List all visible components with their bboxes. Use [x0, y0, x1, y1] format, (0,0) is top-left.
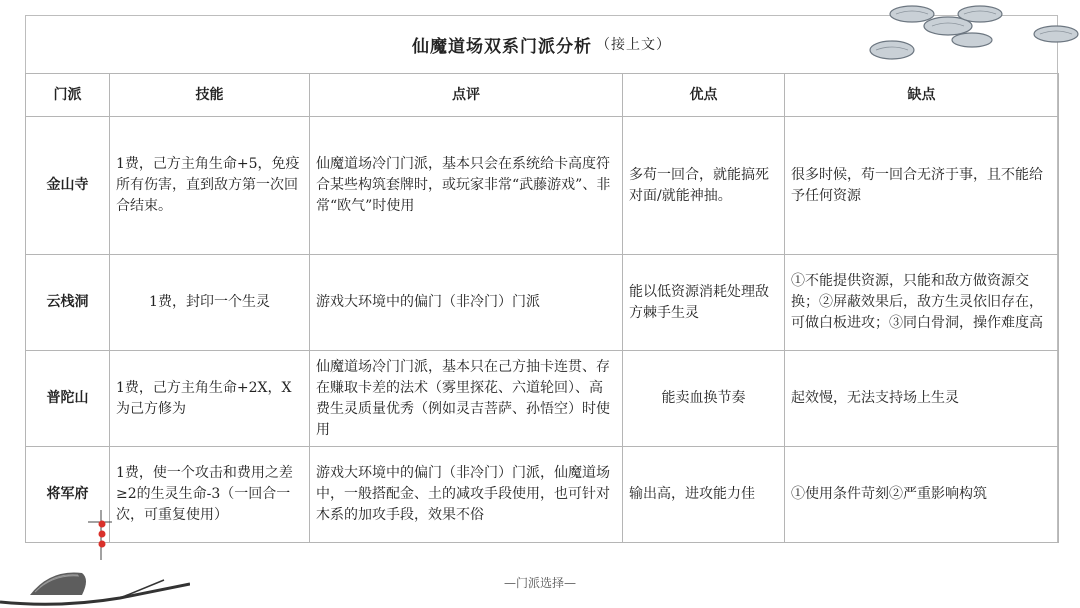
cell-pros: 多苟一回合，就能搞死对面/就能神抽。 — [623, 117, 785, 255]
table-header-row — [26, 74, 1059, 117]
cell-skill: 1费，使一个攻击和费用之差≥2的生灵生命-3（一回合一次，可重复使用） — [110, 447, 310, 543]
cell-pros: 能卖血换节奏 — [623, 351, 785, 447]
cell-review: 游戏大环境中的偏门（非冷门）门派 — [310, 255, 623, 351]
title-sub: （接上文） — [596, 37, 671, 53]
boat-lantern-decoration — [0, 500, 190, 608]
cell-review: 仙魔道场冷门门派，基本只在己方抽卡连贯、存在赚取卡差的法术（雾里探花、六道轮回）、高费生灵质量优秀（例如灵吉菩萨、孙悟空）时使用 — [310, 351, 623, 447]
header-review: 点评 — [310, 74, 623, 117]
cell-skill: 1费，封印一个生灵 — [110, 255, 310, 351]
table-row — [26, 351, 1059, 447]
table-row — [26, 255, 1059, 351]
cell-pros: 能以低资源消耗处理敌方棘手生灵 — [623, 255, 785, 351]
cell-pros: 输出高，进攻能力佳 — [623, 447, 785, 543]
cell-sect: 普陀山 — [26, 351, 110, 447]
header-pros: 优点 — [623, 74, 785, 117]
cell-cons: 起效慢，无法支持场上生灵 — [785, 351, 1059, 447]
cell-skill: 1费，己方主角生命+5，免疫所有伤害，直到敌方第一次回合结束。 — [110, 117, 310, 255]
footer-caption: —门派选择— — [503, 576, 576, 590]
header-cons: 缺点 — [785, 74, 1059, 117]
cell-cons: ①不能提供资源，只能和敌方做资源交换；②屏蔽效果后，敌方生灵依旧存在，可做白板进攻；③同白骨洞，操作难度高 — [785, 255, 1059, 351]
cell-review: 游戏大环境中的偏门（非冷门）门派，仙魔道场中，一般搭配金、土的减攻手段使用，也可针对木系的加攻手段，效果不俗 — [310, 447, 623, 543]
cell-sect: 将军府 — [26, 447, 110, 543]
header-sect: 门派 — [26, 74, 110, 117]
title-main: 仙魔道场双系门派分析 — [412, 36, 592, 57]
sect-analysis-table — [25, 73, 1059, 543]
table-row — [26, 117, 1059, 255]
cell-cons: ①使用条件苛刻②严重影响构筑 — [785, 447, 1059, 543]
cell-review: 仙魔道场冷门门派，基本只会在系统给卡高度符合某些构筑套牌时，或玩家非常“武藤游戏”、非常“欧气”时使用 — [310, 117, 623, 255]
cell-sect: 金山寺 — [26, 117, 110, 255]
header-skill: 技能 — [110, 74, 310, 117]
cell-skill: 1费，己方主角生命+2X，X为己方修为 — [110, 351, 310, 447]
cell-cons: 很多时候，苟一回合无济于事，且不能给予任何资源 — [785, 117, 1059, 255]
ink-clouds-decoration — [860, 0, 1080, 70]
cell-sect: 云栈洞 — [26, 255, 110, 351]
